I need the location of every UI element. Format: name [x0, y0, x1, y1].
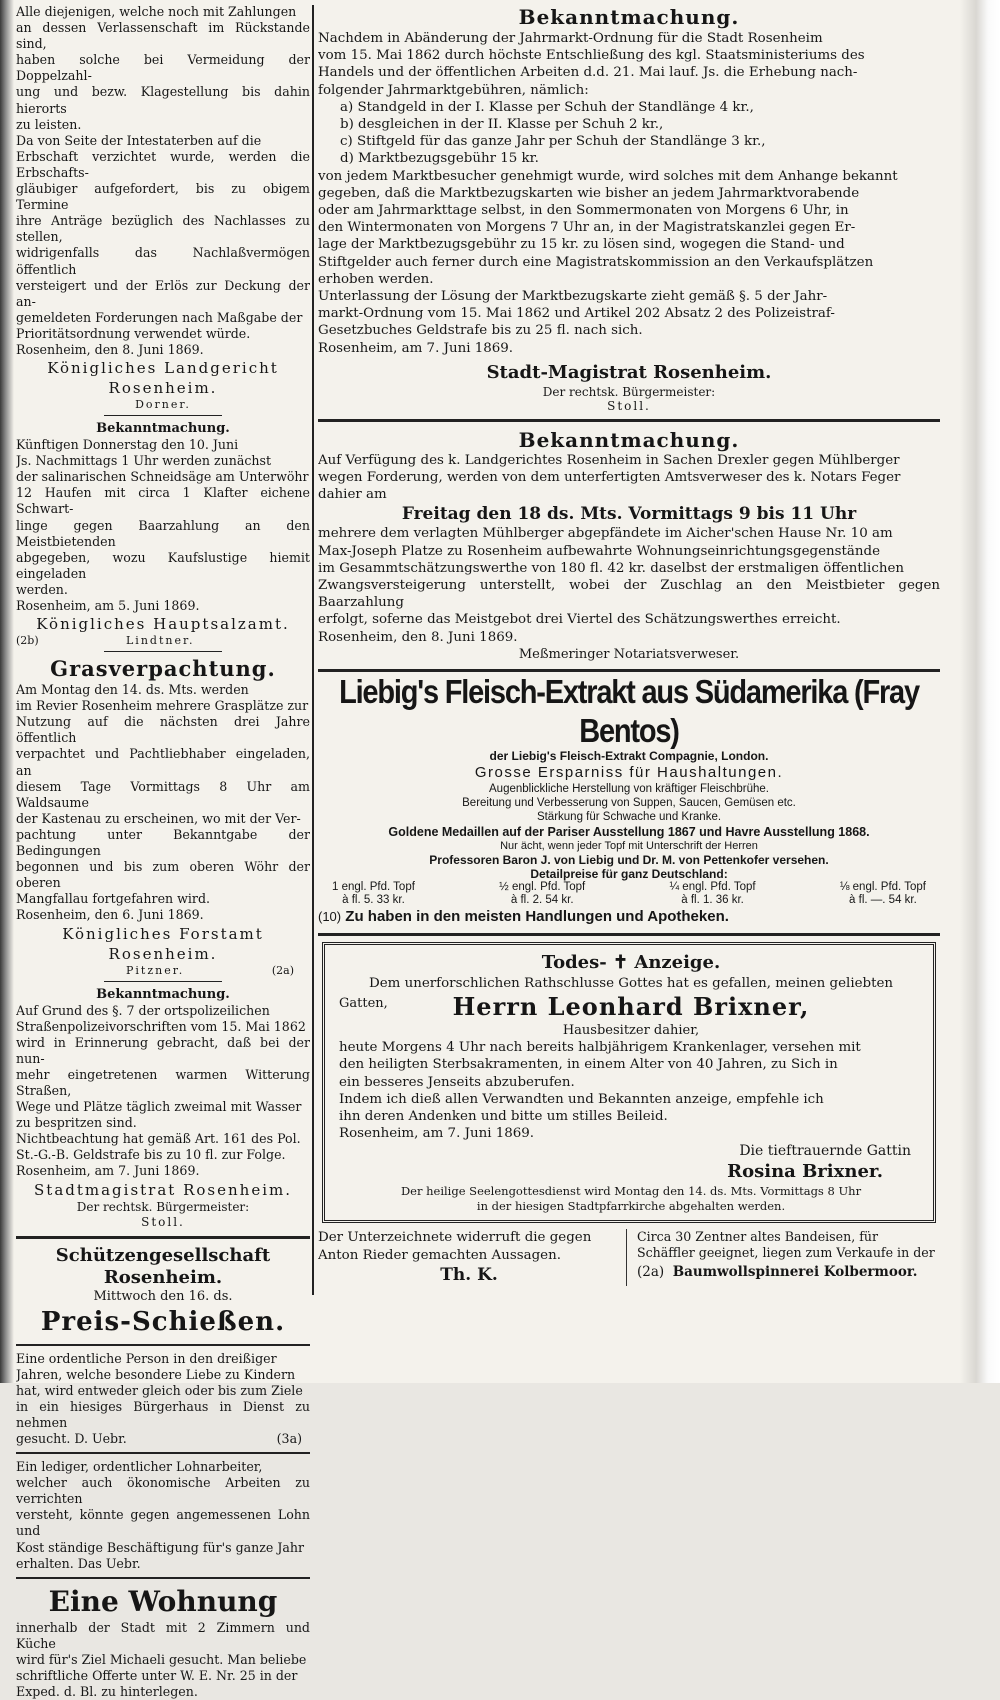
street-watering-name: Stoll. — [141, 1214, 185, 1229]
street-watering-text-line: wird in Erinnerung gebracht, daß bei der nun- — [16, 1034, 310, 1066]
divider — [318, 933, 940, 936]
nanny-text-line: hat, wird entweder gleich oder bis zum Ziele — [16, 1382, 303, 1398]
estate-notice-name: Dorner. — [135, 398, 191, 412]
auction-date: Freitag den 18 ds. Mts. Vormittags 9 bis 11 Uhr — [401, 504, 857, 525]
grass-lease-text-line: Am Montag den 14. ds. Mts. werden — [16, 682, 249, 698]
divider — [318, 419, 940, 422]
grass-lease-text-line: pachtung unter Bekanntgabe der Bedingungen — [16, 826, 310, 859]
liebig-medals: Goldene Medaillen auf der Pariser Ausstellung 1867 und Havre Ausstellung 1868. — [388, 824, 870, 839]
divider — [104, 415, 222, 416]
fair-title: Bekanntmachung. — [518, 5, 740, 29]
timber-sale-text-line: Künftigen Donnerstag den 10. Juni — [16, 437, 239, 453]
fair-text-2 — [318, 168, 940, 357]
estate-notice-text-line: Alle diejenigen, welche noch mit Zahlungen — [16, 4, 297, 19]
auction-text-line: dahier am — [318, 487, 387, 503]
estate-notice-text-line: gläubiger aufgefordert, bis zu obigem Termine — [16, 181, 310, 213]
estate-notice-text-line: Da von Seite der Intestaterben auf die — [16, 132, 262, 148]
fair-name: Stoll. — [607, 398, 651, 413]
death-text-line: heute Morgens 4 Uhr nach bereits halbjährigem Krankenlager, versehen mit — [339, 1040, 861, 1056]
fair-fee-list — [318, 99, 940, 168]
estate-notice-text-line: gemeldeten Forderungen nach Maßgabe der — [16, 309, 303, 325]
liebig-footer: Zu haben in den meisten Handlungen und Apotheken. — [345, 907, 729, 925]
shooting-big: Preis-Schießen. — [40, 1306, 286, 1337]
laborer-text-line: versteht, könnte gegen angemessenen Lohn und — [16, 1507, 310, 1539]
liebig-professors: Professoren Baron J. von Liebig und Dr. M. von Pettenkofer versehen. — [429, 852, 829, 867]
death-name-row — [339, 992, 923, 1022]
street-watering-text-line: Wege und Plätze täglich zweimal mit Wasser — [16, 1099, 302, 1115]
street-watering-text-line: zu bespritzen sind. — [16, 1115, 137, 1131]
nanny-tag: (3a) — [276, 1431, 302, 1447]
divider — [16, 1344, 310, 1346]
estate-notice-text-line: zu leisten. — [16, 116, 82, 132]
death-name: Herrn Leonhard Brixner, — [452, 992, 810, 1022]
right-ad-auction — [318, 428, 940, 663]
auction-text-2-line: Zwangsversteigerung unterstellt, wobei der Zuschlag an den Meistbieter gegen Baarzahlung — [318, 578, 940, 611]
price-item — [670, 881, 756, 907]
death-line1: Dem unerforschlichen Rathschlusse Gottes hat es gefallen, meinen geliebten — [368, 975, 894, 991]
apartment-text-line: Exped. d. Bl. zu hinterlegen. — [16, 1684, 198, 1700]
fair-text-2-line: gegeben, daß die Marktbezugskarten wie bisher an jedem Jahrmarktvorabende — [318, 185, 860, 201]
nanny-text-line: in ein hiesiges Bürgerhaus in Dienst zu nehmen — [16, 1398, 310, 1430]
grass-lease-text-line: diesem Tage Vormittags 8 Uhr am Waldsaume — [16, 778, 310, 810]
fair-text — [318, 30, 940, 99]
nanny-text-line: gesucht. D. Uebr. — [16, 1431, 127, 1446]
iron-sale-line1: Circa 30 Zentner altes Bandeisen, für — [637, 1229, 878, 1245]
estate-notice-text-line: widrigenfalls das Nachlaßvermögen öffentlich — [16, 245, 310, 277]
auction-text-2-line: mehrere dem verlagten Mühlberger abgepfändete im Aicher'schen Hause Nr. 10 am — [318, 526, 893, 542]
timber-sale-text-line: werden. — [16, 581, 68, 597]
retraction-sign: Th. K. — [440, 1264, 498, 1285]
left-ad-laborer — [16, 1459, 310, 1572]
retraction-ad — [318, 1229, 627, 1285]
divider — [104, 651, 222, 652]
left-column — [16, 4, 310, 1700]
price-value: à fl. 5. 33 kr. — [342, 893, 405, 906]
street-watering-signature: Stadtmagistrat Rosenheim. — [34, 1180, 292, 1199]
street-watering-text-line: Rosenheim, am 7. Juni 1869. — [16, 1163, 200, 1179]
laborer-text-line: welcher auch ökonomische Arbeiten zu verrichten — [16, 1475, 310, 1507]
price-item — [332, 881, 415, 907]
laborer-text-line: Kost ständige Beschäftigung für's ganze Jahr — [16, 1539, 305, 1555]
street-watering-text-line: St.-G.-B. Geldstrafe bis zu 10 fl. zur Folge. — [16, 1147, 286, 1163]
price-size: 1 engl. Pfd. Topf — [332, 880, 415, 893]
grass-lease-text-line: begonnen und bis zum oberen Wöhr der oberen — [16, 859, 310, 891]
auction-text-2-line: Rosenheim, den 8. Juni 1869. — [318, 629, 518, 645]
scan-edge-left — [0, 0, 14, 1383]
laborer-text-line: Ein lediger, ordentlicher Lohnarbeiter, — [16, 1459, 263, 1475]
fair-text-2-line: erhoben werden. — [318, 271, 434, 287]
left-ad-nanny — [16, 1351, 310, 1448]
retraction-line1: Der Unterzeichnete widerruft die gegen — [318, 1230, 592, 1246]
liebig-prices-head: Detailpreise für ganz Deutschland: — [530, 866, 728, 881]
liebig-savings: Grosse Ersparniss für Haushaltungen. — [474, 763, 784, 781]
iron-sale-sign: Baumwollspinnerei Kolbermoor. — [672, 1263, 918, 1280]
fair-fee-list-line: b) desgleichen in der II. Klasse per Schuh 2 kr., — [340, 117, 664, 133]
street-watering-text-line: Auf Grund des §. 7 der ortspolizeilichen — [16, 1002, 270, 1018]
fair-fee-list-line: c) Stiftgeld für das ganze Jahr per Schuh der Standlänge 3 kr., — [340, 134, 766, 150]
liebig-benefits-line: Augenblickliche Herstellung von kräftiger Fleischbrühe. — [489, 782, 769, 795]
death-mass — [339, 1184, 923, 1214]
estate-notice-text-line: ung und bezw. Klagestellung bis dahin hierorts — [16, 84, 310, 116]
grass-lease-text-line: Rosenheim, den 6. Juni 1869. — [16, 907, 204, 923]
timber-sale-text-line: abgegeben, wozu Kaufslustige hiemit eingeladen — [16, 549, 310, 581]
timber-sale-text-line: der salinarischen Schneidsäge am Unterwöhr — [16, 469, 309, 485]
liebig-advertisement — [318, 673, 940, 927]
death-mass-line: Der heilige Seelengottesdienst wird Montag den 14. ds. Mts. Vormittags 8 Uhr — [400, 1184, 862, 1199]
death-text-line: den heiligten Sterbsakramenten, in einem Alter von 40 Jahren, zu Sich in — [339, 1057, 838, 1073]
grass-lease-footer — [16, 964, 310, 977]
divider — [16, 1577, 310, 1579]
liebig-genuine: Nur ächt, wenn jeder Topf mit Unterschrift der Herren — [500, 839, 758, 852]
liebig-benefits-line: Bereitung und Verbesserung von Suppen, Saucen, Gemüsen etc. — [462, 796, 796, 809]
laborer-text-line: erhalten. Das Uebr. — [16, 1555, 141, 1571]
fair-text-2-line: lage der Marktbezugsgebühr zu 15 kr. zu lösen sind, wogegen die Stand- und — [318, 237, 845, 253]
death-text-line: ihn deren Andenken und bitte um stilles Beileid. — [339, 1108, 668, 1124]
auction-text — [318, 452, 940, 504]
left-ad-street-watering — [16, 986, 310, 1230]
price-value: à fl. 2. 54 kr. — [510, 893, 574, 906]
timber-sale-tag: (2b) — [16, 634, 39, 648]
liebig-benefits — [318, 782, 940, 824]
liebig-benefits-line: Stärkung für Schwache und Kranke. — [536, 810, 722, 823]
fair-sub: Der rechtsk. Bürgermeister: — [542, 384, 716, 399]
death-widow-name: Rosina Brixner. — [727, 1161, 883, 1183]
estate-notice-signature: Königliches Landgericht Rosenheim. — [47, 359, 279, 398]
price-item — [499, 881, 585, 907]
death-gatten: Gatten, — [339, 996, 388, 1012]
grass-lease-text-line: im Revier Rosenheim mehrere Grasplätze zur — [16, 698, 309, 714]
auction-text-line: Auf Verfügung des k. Landgerichtes Rosenheim in Sachen Drexler gegen Mühlberger — [318, 452, 900, 468]
fair-signature: Stadt-Magistrat Rosenheim. — [486, 361, 772, 383]
death-text — [339, 1039, 923, 1142]
fair-text-2-line: Rosenheim, am 7. Juni 1869. — [318, 340, 514, 356]
divider — [318, 669, 940, 672]
divider — [16, 1236, 310, 1239]
left-ad-timber-sale — [16, 420, 310, 647]
timber-sale-text-line: Rosenheim, am 5. Juni 1869. — [16, 598, 200, 613]
estate-notice-text-line: haben solche bei Vermeidung der Doppelzahl- — [16, 52, 310, 84]
street-watering-sub: Der rechtsk. Bürgermeister: — [76, 1199, 250, 1214]
shooting-sub: Mittwoch den 16. ds. — [93, 1288, 233, 1304]
fair-text-2-line: Unterlassung der Lösung der Marktbezugskarte zieht gemäß §. 5 der Jahr- — [318, 289, 828, 305]
death-notice — [322, 942, 936, 1223]
grass-lease-text-line: Mangfallau fortgefahren wird. — [16, 891, 211, 907]
liebig-price-list — [318, 881, 940, 907]
price-value: à fl. 1. 36 kr. — [681, 893, 744, 906]
auction-text-line: wegen Forderung, werden von dem unterfertigten Amtsverweser des k. Notars Feger — [318, 470, 901, 486]
timber-sale-text-line: Js. Nachmittags 1 Uhr werden zunächst — [16, 453, 272, 469]
nanny-text-line: Eine ordentliche Person in den dreißiger — [16, 1350, 277, 1366]
divider — [104, 981, 222, 982]
estate-notice-text-line: Erbschaft verzichtet wurde, werden die Erbschafts- — [16, 148, 310, 180]
bottom-ads — [318, 1229, 940, 1285]
grass-lease-text-line: der Kastenau zu erscheinen, wo mit der Ver- — [16, 810, 301, 826]
apartment-big: Eine Wohnung — [48, 1584, 278, 1618]
fair-text-2-line: Stiftgelder auch ferner durch eine Magistratskommission an den Verkaufsplätzen — [318, 254, 874, 270]
apartment-text-line: innerhalb der Stadt mit 2 Zimmern und Küche — [16, 1619, 310, 1651]
death-text-line: ein besseres Jenseits abzuberufen. — [339, 1074, 575, 1090]
estate-notice-text-line: ihre Anträge bezüglich des Nachlasses zu stellen, — [16, 213, 310, 245]
estate-notice-text-line: an dessen Verlassenschaft im Rückstande sind, — [16, 20, 310, 52]
price-value: à fl. —. 54 kr. — [849, 893, 917, 906]
timber-sale-text-line: linge gegen Baarzahlung an den Meistbietenden — [16, 517, 310, 549]
iron-sale-line2: Schäffler geeignet, liegen zum Verkaufe in der — [637, 1245, 935, 1261]
apartment-text-line: wird für's Ziel Michaeli gesucht. Man beliebe — [16, 1651, 307, 1667]
death-text-line: Rosenheim, am 7. Juni 1869. — [339, 1126, 535, 1142]
death-mass-line: in der hiesigen Stadtpfarrkirche abgehalten werden. — [476, 1199, 786, 1214]
divider — [16, 1452, 310, 1454]
timber-sale-signature: Königliches Hauptsalzamt. — [36, 615, 290, 634]
fair-text-line: Nachdem in Abänderung der Jahrmarkt-Ordnung für die Stadt Rosenheim — [318, 31, 823, 46]
timber-sale-footer — [16, 634, 310, 647]
fair-text-line: vom 15. Mai 1862 durch höchste Entschließung des kgl. Staatsministeriums des — [318, 48, 865, 64]
column-rule — [312, 5, 314, 1295]
death-widow: Die tieftrauernde Gattin — [739, 1143, 911, 1160]
apartment-text — [16, 1620, 310, 1700]
scan-edge-right — [960, 0, 1000, 1383]
auction-text-2-line: im Gesammtschätzungswerthe von 180 fl. 42 kr. daselbst der erstmaligen öffentlichen — [318, 560, 905, 576]
left-ad-grass-lease — [16, 656, 310, 976]
laborer-text — [16, 1459, 310, 1572]
price-item — [840, 881, 926, 907]
nanny-text-line: Jahren, welche besondere Liebe zu Kindern — [16, 1366, 296, 1382]
fair-text-2-line: oder am Jahrmarkttage selbst, in den Sommermonaten von Morgens 6 Uhr, in — [318, 203, 849, 219]
iron-sale-footer — [637, 1262, 940, 1282]
estate-notice-text-line: versteigert und der Erlös zur Deckung der an- — [16, 277, 310, 309]
death-title: Todes- ✝ Anzeige. — [541, 951, 721, 973]
fair-fee-list-line: d) Marktbezugsgebühr 15 kr. — [340, 151, 539, 167]
auction-text-2 — [318, 525, 940, 645]
liebig-footer-line — [318, 907, 940, 927]
estate-notice-text-line: Prioritätsordnung verwendet würde. — [16, 325, 251, 341]
street-watering-text-line: Nichtbeachtung hat gemäß Art. 161 des Pol. — [16, 1131, 301, 1147]
grass-lease-title: Grasverpachtung. — [50, 656, 276, 682]
street-watering-title: Bekanntmachung. — [96, 986, 230, 1002]
left-ad-apartment — [16, 1584, 310, 1700]
death-occupation: Hausbesitzer dahier, — [562, 1023, 700, 1039]
death-text-line: Indem ich dieß allen Verwandten und Bekannten anzeige, empfehle ich — [339, 1091, 824, 1107]
street-watering-text-line: mehr eingetretenen warmen Witterung Straßen, — [16, 1066, 310, 1098]
auction-title: Bekanntmachung. — [518, 427, 740, 452]
fair-text-line: Handels und der öffentlichen Arbeiten d.d. 21. Mai lauf. Js. die Erhebung nach- — [318, 65, 858, 81]
timber-sale-text — [16, 437, 310, 614]
estate-notice-text-line: Rosenheim, den 8. Juni 1869. — [16, 341, 204, 357]
retraction-line2: Anton Rieder gemachten Aussagen. — [318, 1247, 561, 1263]
timber-sale-text-line: 12 Haufen mit circa 1 Klafter eichene Schwart- — [16, 485, 310, 517]
right-ad-fair-regulations — [318, 4, 940, 413]
iron-sale-tag: (2a) — [637, 1263, 665, 1280]
grass-lease-text-line: verpachtet und Pachtliebhaber eingeladen, an — [16, 746, 310, 778]
left-ad-estate-notice — [16, 4, 310, 411]
iron-sale-ad — [627, 1229, 940, 1285]
liebig-title: Liebig's Fleisch-Extrakt aus Südamerika (Fray Bentos) — [339, 673, 919, 750]
grass-lease-signature: Königliches Forstamt Rosenheim. — [62, 924, 264, 963]
fair-text-2-line: Gesetzbuches Geldstrafe bis zu 25 fl. nach sich. — [318, 323, 643, 339]
price-size: ½ engl. Pfd. Topf — [499, 880, 586, 893]
liebig-tag: (10) — [318, 908, 342, 924]
liebig-company: der Liebig's Fleisch-Extrakt Compagnie, London. — [489, 748, 769, 763]
fair-text-line: folgender Jahrmarktgebühren, nämlich: — [318, 82, 589, 98]
fair-text-2-line: den Wintermonaten von Morgens 7 Uhr an, in der Magistratskanzlei gegen Er- — [318, 220, 856, 236]
shooting-title: Schützengesellschaft Rosenheim. — [55, 1244, 271, 1288]
grass-lease-tag: (2a) — [271, 963, 294, 977]
apartment-text-line: schriftliche Offerte unter W. E. Nr. 25 in der — [16, 1668, 298, 1684]
grass-lease-name: Pitzner. — [126, 963, 185, 977]
price-size: ¼ engl. Pfd. Topf — [669, 880, 756, 893]
grass-lease-text — [16, 682, 310, 923]
timber-sale-title: Bekanntmachung. — [96, 421, 230, 437]
auction-signature: Meßmeringer Notariatsverweser. — [518, 646, 740, 662]
grass-lease-text-line: Nutzung auf die nächsten drei Jahre öffentlich — [16, 714, 310, 746]
street-watering-text-line: Straßenpolizeivorschriften vom 15. Mai 1862 — [16, 1018, 306, 1034]
left-ad-shooting — [16, 1245, 310, 1339]
estate-notice-text — [16, 4, 310, 358]
right-column — [318, 4, 940, 1286]
fair-fee-list-line: a) Standgeld in der I. Klasse per Schuh der Standlänge 4 kr., — [340, 99, 754, 115]
timber-sale-name: Lindtner. — [126, 634, 195, 648]
auction-text-2-line: Max-Joseph Platze zu Rosenheim aufbewahrte Wohnungseinrichtungsgegenstände — [318, 543, 881, 559]
street-watering-text — [16, 1003, 310, 1180]
fair-text-2-line: von jedem Marktbesucher genehmigt wurde, wird solches mit dem Anhange bekannt — [318, 168, 898, 184]
price-size: ⅛ engl. Pfd. Topf — [839, 880, 926, 893]
fair-text-2-line: markt-Ordnung vom 15. Mai 1862 und Artikel 202 Absatz 2 des Polizeistraf- — [318, 306, 835, 322]
auction-text-2-line: erfolgt, soferne das Meistgebot drei Viertel des Schätzungswerthes erreicht. — [318, 612, 841, 628]
